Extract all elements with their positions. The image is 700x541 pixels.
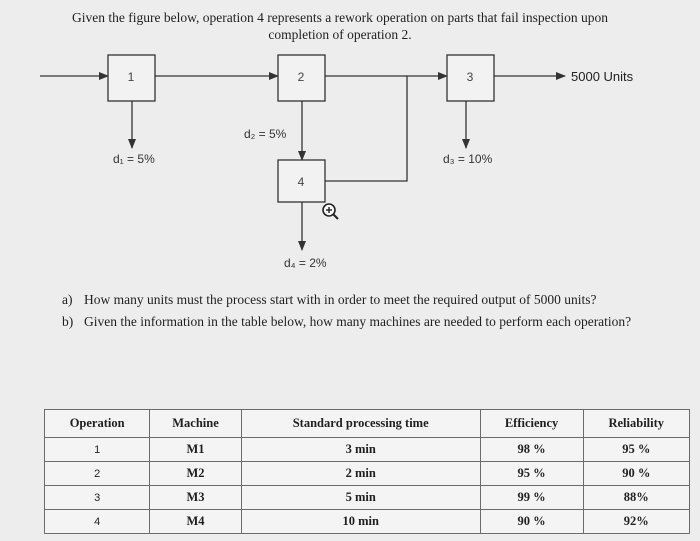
operation-2-label: 2 — [297, 70, 305, 84]
table-header-row — [45, 410, 690, 438]
cell-efficiency: 95 % — [480, 462, 583, 486]
rework-return-line — [325, 76, 407, 181]
d1-label: d₁ = 5% — [113, 152, 155, 166]
cell-processing-time: 10 min — [241, 510, 480, 534]
cell-reliability: 92% — [583, 510, 689, 534]
cell-efficiency: 99 % — [480, 486, 583, 510]
question-b — [62, 311, 662, 333]
header-efficiency: Efficiency — [480, 410, 583, 438]
header-operation: Operation — [45, 410, 150, 438]
table-row — [45, 438, 690, 462]
d2-label: d₂ = 5% — [244, 127, 287, 141]
operation-3-label: 3 — [466, 70, 474, 84]
cell-efficiency: 90 % — [480, 510, 583, 534]
cell-processing-time: 2 min — [241, 462, 480, 486]
cell-machine: M2 — [150, 462, 242, 486]
operation-4-label: 4 — [297, 175, 305, 189]
question-b-text: Given the information in the table below, how many machines are needed to perform each operation? — [84, 314, 632, 329]
cell-processing-time: 3 min — [241, 438, 480, 462]
cell-reliability: 95 % — [583, 438, 689, 462]
output-units-label: 5000 Units — [571, 69, 634, 84]
question-a-text: How many units must the process start with in order to meet the required output of 5000 units? — [84, 292, 597, 307]
header-machine: Machine — [150, 410, 242, 438]
cell-machine: M3 — [150, 486, 242, 510]
cell-operation: 3 — [45, 486, 150, 510]
question-a-label: a) — [62, 292, 73, 307]
question-b-label: b) — [62, 314, 74, 329]
d4-label: d₄ = 2% — [284, 256, 327, 270]
cell-processing-time: 5 min — [241, 486, 480, 510]
table-row — [45, 486, 690, 510]
cell-efficiency: 98 % — [480, 438, 583, 462]
cell-operation: 1 — [45, 438, 150, 462]
cell-machine: M4 — [150, 510, 242, 534]
question-a — [62, 289, 662, 311]
header-processing-time: Standard processing time — [241, 410, 480, 438]
header-reliability: Reliability — [583, 410, 689, 438]
operation-1-label: 1 — [127, 70, 135, 84]
cell-reliability: 90 % — [583, 462, 689, 486]
cell-machine: M1 — [150, 438, 242, 462]
questions-list — [62, 289, 662, 333]
table-row — [45, 462, 690, 486]
intro-line-1: Given the figure below, operation 4 represents a rework operation on parts that fail inspection upon — [72, 10, 608, 25]
operations-table — [44, 409, 690, 534]
cell-operation: 4 — [45, 510, 150, 534]
cell-reliability: 88% — [583, 486, 689, 510]
table-row — [45, 510, 690, 534]
cell-operation: 2 — [45, 462, 150, 486]
intro-line-2: completion of operation 2. — [268, 27, 412, 42]
magnifier-plus-icon[interactable] — [323, 204, 338, 219]
d3-label: d₃ = 10% — [443, 152, 493, 166]
